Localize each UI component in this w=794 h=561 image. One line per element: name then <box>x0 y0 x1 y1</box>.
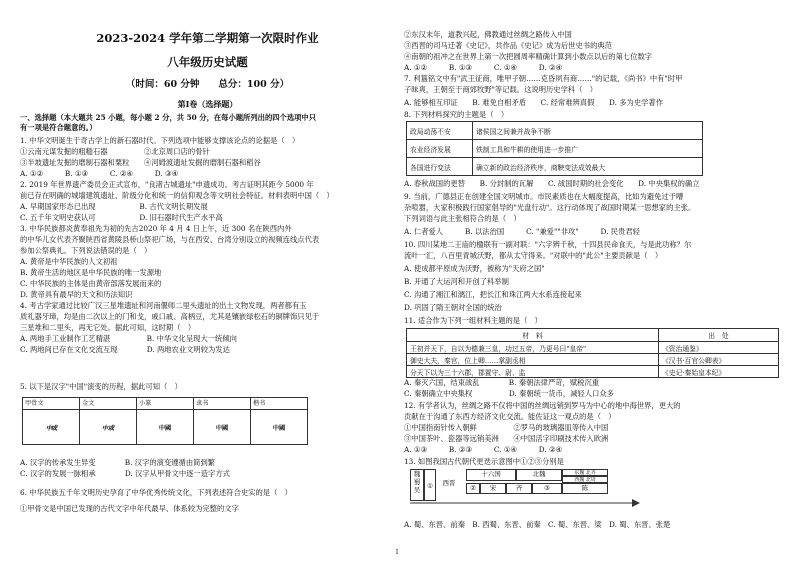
timeline-box-northern-wei: 北魏 <box>516 469 562 481</box>
timeline-box-mark-1: ① <box>424 469 436 501</box>
timeline-label: 吴 <box>413 486 421 494</box>
question-line: B. 开通了大运河和开创了科举制 <box>404 277 509 286</box>
question-line: A. 能够相互印证 B. 难免自相矛盾 C. 经常难辨真假 D. 多为史学著作 <box>404 98 664 107</box>
script-glyph: 中國 <box>137 410 194 445</box>
question-line: 流叶一汇，八百里青城沃野，都从太守得来。"对联中的"此公"主要贡献是（ ） <box>404 251 663 260</box>
timeline-box-sixteen-kingdoms: 十六国 <box>466 469 516 481</box>
question-line: D. 黄帝具有最早的天文和历法知识 <box>20 290 133 299</box>
question-line: B. 黄帝生活的地区是中华民族的唯一发源地 <box>20 268 162 277</box>
q8-topic: 各国进行变法 <box>407 158 473 176</box>
question-line: ③西晋的司马迁著《史记》，共作品《史记》成为后世史书的典范 <box>404 41 612 50</box>
question-line: 质礼器牙璋，均是由二次以上的门和戈，戚口戚、高柄豆，尤其是镶嵌绿松石的铜牌饰只见于 <box>20 312 320 321</box>
question-line: A. 秦灭六国，结束战乱 B. 秦朝法律严苛，赋税沉重 <box>404 378 600 387</box>
question-line: 8. 下列材料探究的主题是（ ） <box>404 110 509 119</box>
question-line: 4. 考古学家通过比较广汉三星堆遗址和河南偃师二里头遗址的出土文物发现，两者都有玉 <box>20 301 307 310</box>
question-line: C. 秦朝确立中央集权 D. 秦朝统一货币，减轻人口众多 <box>404 389 614 398</box>
exam-title: 2023-2024 学年第二学期第一次限时作业 <box>96 31 319 45</box>
question-line: 下列词语与此主张相符合的是（ ） <box>404 214 521 223</box>
question-line: C. 汉字的发展一脉相承 D. 汉字从甲骨文中逐一造字方式 <box>20 469 230 478</box>
question-line: C. 中华民族的主体是由黄帝部落发展而来的 <box>20 279 162 288</box>
q8-material-table <box>406 121 703 176</box>
q8-topic: 农业经济发展 <box>407 140 473 158</box>
script-glyph: 中國 <box>251 410 308 445</box>
timeline-box-mark-3: ③ <box>532 483 562 494</box>
exam-info: （时间：60 分钟 总分：100 分） <box>125 79 290 90</box>
question-line: A. ①② B. ①③ C. ②④ D. ③④ <box>20 169 179 178</box>
question-line: ②东汉末年，道教兴起，佛教通过丝绸之路传入中国 <box>404 30 572 39</box>
q8-topic: 政局动荡不安 <box>407 122 473 140</box>
timeline-arrow <box>410 497 640 509</box>
q11-header: 出 处 <box>659 329 779 342</box>
question-line: 6. 中华民族五千年文明历史孕育了中华优秀传统文化，下列表述符合史实的是（ ） <box>20 488 292 497</box>
question-line: A. 仁者爱人 B. 以法治国 C. "兼爱""非攻" D. 民贵君轻 <box>404 227 640 236</box>
question-line: A. 春秋战国的更替 B. 分封制的瓦解 C. 战国时期的社会变化 D. 中央集权的确立 <box>404 179 700 188</box>
question-line: 7. 利簋铭文中有"武王征商，唯甲子朝……克昏夙有商……"的记载，《尚书》中有"时甲 <box>404 74 683 83</box>
question-line: A. 黄帝是中华民族的人文初祖 <box>20 257 118 266</box>
script-glyph: 中或 <box>23 410 80 445</box>
question-line: ③半坡遗址发掘的磨制石器和粟粒 ④河姆渡遗址发掘的磨制石器和稻谷 <box>20 158 261 167</box>
script-caption: 金文 <box>80 398 137 410</box>
question-line: A. 早期国家形态已出现 B. 古代文明长期发展 <box>20 202 208 211</box>
section-intro-1: 一、选择题（本大题共 25 小题，每小题 2 分，共 50 分，在每小题所列出的四个选项中只 <box>20 113 317 122</box>
timeline-label: 魏 <box>413 470 421 478</box>
question-line: A. ①② B. ①③ C. ①④ D. ②④ <box>404 63 563 72</box>
question-line: 子昧爽，王朝至于商郊牧野"等记载。这说明历史学科（ ） <box>404 85 598 94</box>
question-line: ③中国茶叶、瓷器等远销美洲 ④中国活字印刷技术传入欧洲 <box>404 434 609 443</box>
timeline-box-song: 宋 <box>480 483 506 494</box>
question-line: 12. 有学者认为，丝绸之路不仅将中国的丝绸远销到罗马为中心的地中海世界，更大的 <box>404 401 681 410</box>
question-line: 13. 如图我国古代朝代更迭示意图中①②③分别是 <box>404 457 564 466</box>
question-line: 杂喧嚣，大家积极践行国家倡导的"光盘行动"。这行动体现了战国时期某一思想家的主张。 <box>404 203 696 212</box>
script-glyph: 中國 <box>194 410 251 445</box>
script-glyph: 中或 <box>80 410 137 445</box>
timeline-label-western-jin: 西晋 <box>442 479 456 487</box>
q11-material: 王初并天下，自以为德兼三皇，功过五帝，乃更号曰"皇帝" <box>407 342 659 354</box>
q11-material: 御史大夫，秦官，位上卿……掌副丞相 <box>407 354 659 366</box>
question-line: C. 两地间已存在文化交流互现 D. 两地农业文明较为发达 <box>20 345 230 354</box>
question-line: 9. 当前，广德县正在创建全国文明城市。市民素质也在大幅度提高，比如为避免过于嘈 <box>404 192 684 201</box>
chinese-character-evolution-table <box>22 397 308 445</box>
question-line: ①中国指南针传入朝鲜 ②罗马的玻璃器皿等传入中国 <box>404 423 609 432</box>
q11-source: 《汉书·百官公卿表》 <box>659 354 779 366</box>
dynasty-timeline <box>410 469 640 513</box>
q11-material-table <box>406 328 779 378</box>
question-line: 1. 中华文明诞生于奇古学上的新石器时代。下列选项中能够支撑该论点的论据是（ ） <box>20 136 300 145</box>
question-line: 2. 2019 年世界遗产委员会正式宣布，"良渚古城遗址"申遗成功。考古证明其距今 5000 年 <box>20 180 314 189</box>
question-line: 11. 适合作为下列一组材料主题的是（ ） <box>404 316 542 325</box>
question-line: 10. 四川某地二王庙的楹联有一副对联："六字辨千秋，十四县民命食天，与是此功称？尔 <box>404 240 692 249</box>
q11-source: 《史记·秦始皇本纪》 <box>659 366 779 378</box>
question-line: 5. 以下是汉字"中国"演变的历程，据此可知（ ） <box>20 382 182 391</box>
question-line: A. 两地手工业制作工艺精湛 B. 中华文化呈现大一统倾向 <box>20 334 237 343</box>
question-line: A. ①③ B. ②③ C. ①④ D. ②④ <box>404 445 563 454</box>
question-line: ①云南元谋发掘的粗糙石器 ②北京周口店的骨针 <box>20 147 210 156</box>
question-line: 的中华儿女代表齐聚陕西省黄陵县桥山祭祀广场，与在西安、台湾分别设立的视频连线点代表 <box>20 235 320 244</box>
section-intro-2: 有一项是符合题意的。） <box>20 123 97 132</box>
script-caption: 甲骨文 <box>23 398 80 410</box>
page-number: 1 <box>395 549 399 556</box>
question-line: A. 汉字的传承发生异变 B. 汉字的演变遵循由简到繁 <box>20 458 216 467</box>
q8-detail: 确立新的政治经济秩序，商鞅变法成效最大 <box>473 158 703 176</box>
question-line: 三星堆和二里头，再无它处。据此可知，这时期（ ） <box>20 323 196 332</box>
question-line: ④南朝的祖冲之在世界上第一次把圆周率精确计算到小数点以后的第七位数字 <box>404 52 653 61</box>
q8-detail: 铁制工具和牛耕的使用进一步推广 <box>473 140 703 158</box>
question-line: A. 使成都平原成为沃野，被称为"天府之国" <box>404 264 545 273</box>
question-line: ①甲骨文是中国已发现的古代文字中年代最早、体系较为完整的文字 <box>20 504 239 513</box>
volume-heading: 第Ⅰ卷（选择题） <box>177 99 238 109</box>
question-line: C. 沟通了湘江和漓江，把长江和珠江两大水系连接起来 <box>404 290 582 299</box>
q11-material: 分天下以为三十六郡，郡置守、尉、监 <box>407 366 659 378</box>
timeline-box-chen: 陈 <box>562 483 608 494</box>
question-line: 3. 中华民族都炎黄奉祖先为初的先古2020 年 4 月 4 日上午，近 300 名在陕西内外 <box>20 224 292 233</box>
question-line: 参加公祭典礼。下列说法错误的是（ ） <box>20 246 152 255</box>
question-line: C. 五千年文明史获认可 D. 旧石器时代生产水平高 <box>20 213 223 222</box>
question-line: 前已存在明确的城墙建筑遗址、阶级分化和统一的信仰观念等文明社会特征。材料表明中国（ ） <box>20 191 334 200</box>
timeline-box-eastern-wei: 东魏 北齐 <box>562 469 608 476</box>
script-caption: 隶书 <box>194 398 251 410</box>
q11-header: 材 料 <box>407 329 659 342</box>
script-caption: 楷书 <box>251 398 308 410</box>
question-line: D. 巩固了隋王朝对全国的统治 <box>404 303 502 312</box>
exam-subtitle: 八年级历史试题 <box>167 55 248 69</box>
timeline-box-qi: 齐 <box>506 483 532 494</box>
timeline-box-western-wei: 西魏 北周 <box>562 476 608 483</box>
q8-detail: 诸侯国之间兼并战争不断 <box>473 122 703 140</box>
script-caption: 小篆 <box>137 398 194 410</box>
timeline-label: 蜀 <box>413 478 421 486</box>
question-line: 贡献在于沟通了东西方经济文化交流。能佐证这一观点的是（ ） <box>404 412 616 421</box>
question-line: A. 蜀、东晋、前秦 B. 西蜀、东晋、前秦 C. 蜀、东晋、梁 D. 蜀、东晋、张楚 <box>404 520 671 529</box>
q11-source: 《资治通鉴》 <box>659 342 779 354</box>
timeline-box-mark-2: ② <box>466 483 480 494</box>
